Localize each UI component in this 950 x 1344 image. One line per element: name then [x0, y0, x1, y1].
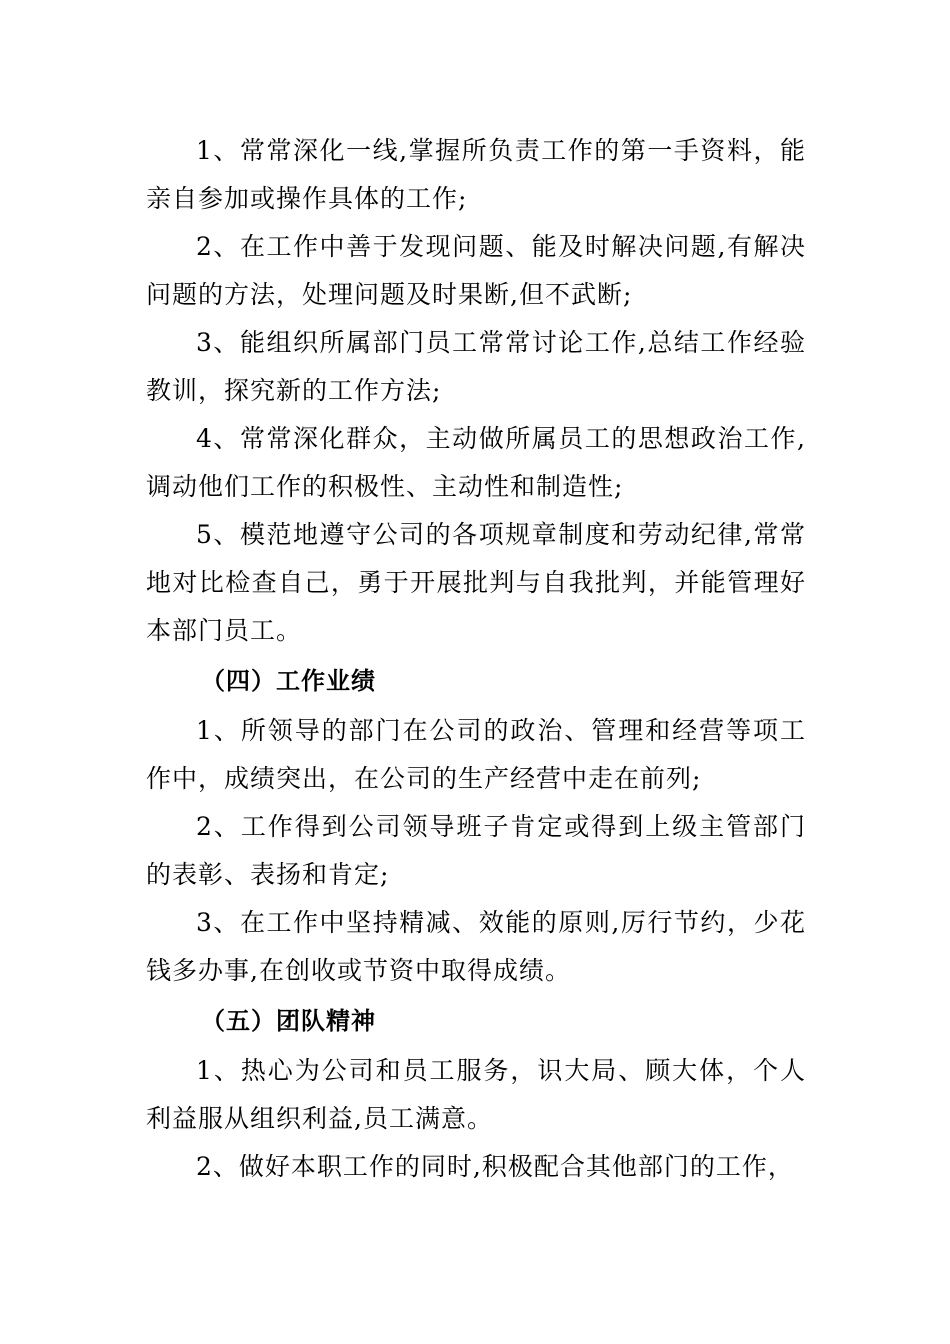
section-heading: （五）团队精神 [201, 1007, 376, 1035]
list-item: 2、在工作中善于发现问题、能及时解决问题,有解决问题的方法，处理问题及时果断,但不武断; [146, 232, 806, 309]
list-item: 5、模范地遵守公司的各项规章制度和劳动纪律,常常地对比检查自己，勇于开展批判与自我批判，并能管理好本部门员工。 [146, 520, 806, 645]
list-item: 3、在工作中坚持精减、效能的原则,厉行节约，少花钱多办事,在创收或节资中取得成绩。 [146, 908, 806, 985]
list-item: 3、能组织所属部门员工常常讨论工作,总结工作经验教训，探究新的工作方法; [146, 328, 806, 405]
list-item: 1、常常深化一线,掌握所负责工作的第一手资料，能亲自参加或操作具体的工作; [146, 136, 806, 213]
document-body [146, 127, 806, 1191]
list-item: 4、常常深化群众，主动做所属员工的思想政治工作,调动他们工作的积极性、主动性和制造性; [146, 424, 806, 501]
list-item: 1、所领导的部门在公司的政治、管理和经营等项工作中，成绩突出，在公司的生产经营中走在前列; [146, 716, 806, 793]
list-item: 2、工作得到公司领导班子肯定或得到上级主管部门的表彰、表扬和肯定; [146, 812, 806, 889]
list-item: 1、热心为公司和员工服务，识大局、顾大体，个人利益服从组织利益,员工满意。 [146, 1056, 806, 1133]
list-item: 2、做好本职工作的同时,积极配合其他部门的工作， [196, 1152, 794, 1181]
section-heading: （四）工作业绩 [201, 667, 376, 695]
